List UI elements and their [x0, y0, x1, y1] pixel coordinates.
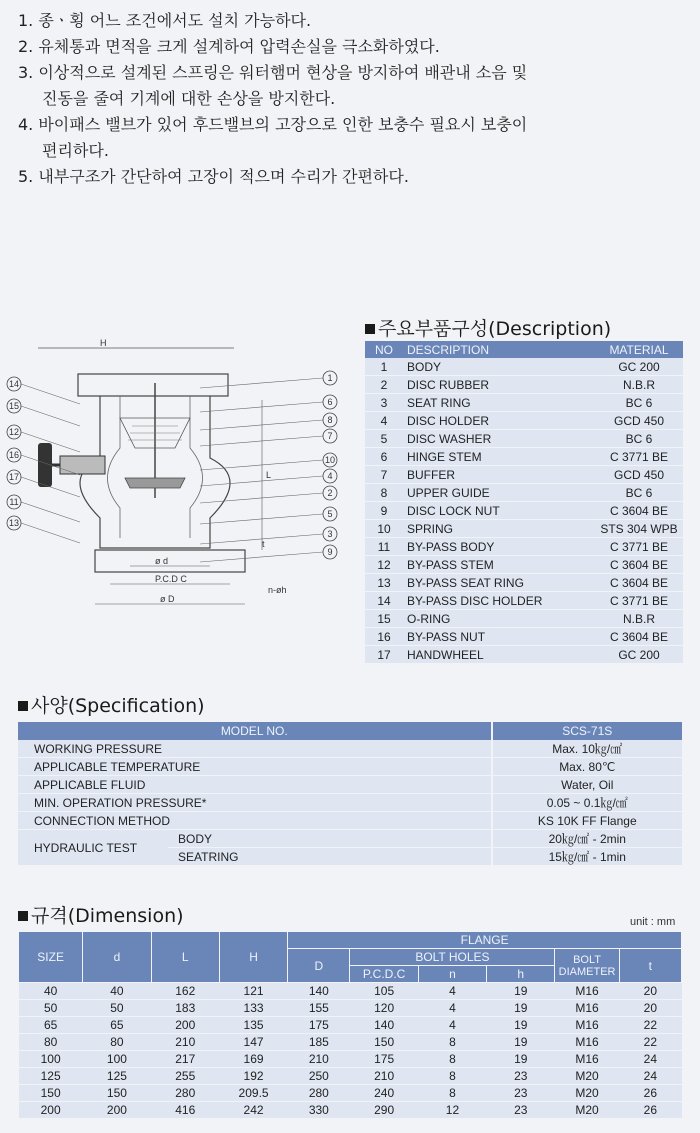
description-cell-desc: DISC WASHER [403, 430, 595, 448]
description-cell-no: 13 [365, 574, 403, 592]
dimension-cell-h: 133 [219, 1000, 287, 1017]
description-table [365, 341, 683, 664]
description-cell-desc: DISC RUBBER [403, 376, 595, 394]
description-cell-no: 3 [365, 394, 403, 412]
spec-label: WORKING PRESSURE [18, 740, 492, 758]
dimension-cell-size: 40 [19, 983, 83, 1000]
dimension-cell-l: 210 [151, 1034, 219, 1051]
dimension-cell-n: 8 [418, 1085, 486, 1102]
dimension-cell-d: 125 [83, 1068, 151, 1085]
dim-header-h: H [219, 932, 287, 983]
feature-line: 4. 바이패스 밸브가 있어 후드밸브의 고장으로 인한 보충수 필요시 보충이 [18, 115, 528, 134]
dimension-cell-bolt-diameter: M16 [555, 1000, 619, 1017]
spec-header-model: MODEL NO. [18, 722, 492, 740]
description-cell-desc: HANDWHEEL [403, 646, 595, 664]
description-row [365, 412, 683, 430]
dim-label-t: t [262, 539, 265, 549]
dimension-cell-h: 169 [219, 1051, 287, 1068]
dimension-cell-t: 22 [619, 1034, 681, 1051]
callout-number: 6 [327, 397, 333, 407]
description-cell-desc: SEAT RING [403, 394, 595, 412]
description-row [365, 394, 683, 412]
dimension-cell-pcdc: 210 [350, 1068, 418, 1085]
spec-row [18, 758, 682, 776]
dimension-cell-l: 162 [151, 983, 219, 1000]
dimension-cell-t: 24 [619, 1051, 681, 1068]
dimension-cell-t: 24 [619, 1068, 681, 1085]
callout-leader [21, 502, 80, 522]
description-cell-no: 6 [365, 448, 403, 466]
description-row [365, 358, 683, 376]
description-cell-mat: STS 304 WPB [595, 520, 683, 538]
spec-value: Max. 80℃ [492, 758, 682, 776]
specification-title: 사양(Specification) [18, 691, 205, 718]
dim-label-holes: n-øh [268, 585, 287, 595]
description-cell-desc: DISC LOCK NUT [403, 502, 595, 520]
dimension-cell-size: 100 [19, 1051, 83, 1068]
dimension-cell-h-hole: 19 [487, 1000, 555, 1017]
bullet-square-icon [18, 911, 28, 921]
spec-value: Water, Oil [492, 776, 682, 794]
dimension-cell-D: 250 [288, 1068, 350, 1085]
dimension-cell-h-hole: 23 [487, 1068, 555, 1085]
dimension-cell-D: 280 [288, 1085, 350, 1102]
callout-number: 7 [327, 431, 333, 441]
bullet-square-icon [18, 701, 28, 711]
callout-number: 14 [8, 379, 20, 389]
description-cell-mat: C 3771 BE [595, 448, 683, 466]
callout-leader [21, 523, 80, 543]
description-cell-no: 9 [365, 502, 403, 520]
dimension-cell-d: 150 [83, 1085, 151, 1102]
spec-label: APPLICABLE TEMPERATURE [18, 758, 492, 776]
description-row [365, 520, 683, 538]
spec-row [18, 812, 682, 830]
callout-leader [200, 552, 323, 562]
dimension-cell-h: 147 [219, 1034, 287, 1051]
description-row [365, 466, 683, 484]
dimension-cell-n: 12 [418, 1102, 486, 1119]
description-row [365, 574, 683, 592]
description-cell-no: 15 [365, 610, 403, 628]
dimension-row [19, 1085, 682, 1102]
spec-hydraulic-seat-value: 15㎏/㎠ - 1min [492, 848, 682, 866]
dimension-cell-t: 26 [619, 1085, 681, 1102]
description-cell-no: 16 [365, 628, 403, 646]
description-title: 주요부품구성(Description) [365, 314, 611, 341]
dim-header-n: n [418, 966, 486, 983]
callout-number: 1 [327, 373, 333, 383]
description-cell-no: 8 [365, 484, 403, 502]
description-cell-mat: C 3604 BE [595, 556, 683, 574]
dim-header-size: SIZE [19, 932, 83, 983]
description-row [365, 502, 683, 520]
dimension-cell-bolt-diameter: M16 [555, 1051, 619, 1068]
dimension-cell-size: 150 [19, 1085, 83, 1102]
description-cell-desc: BY-PASS DISC HOLDER [403, 592, 595, 610]
description-cell-desc: DISC HOLDER [403, 412, 595, 430]
spec-row [18, 776, 682, 794]
callout-number: 15 [8, 401, 20, 411]
dimension-row [19, 1017, 682, 1034]
dimension-cell-n: 4 [418, 983, 486, 1000]
callout-number: 3 [327, 529, 333, 539]
dimension-row [19, 1068, 682, 1085]
spec-label: MIN. OPERATION PRESSURE* [18, 794, 492, 812]
dimension-cell-l: 200 [151, 1017, 219, 1034]
dimension-cell-l: 255 [151, 1068, 219, 1085]
dimension-cell-pcdc: 140 [350, 1017, 418, 1034]
dimension-cell-pcdc: 240 [350, 1085, 418, 1102]
callout-leader [200, 493, 323, 503]
description-cell-mat: N.B.R [595, 610, 683, 628]
dimension-cell-d: 200 [83, 1102, 151, 1119]
dimension-cell-h-hole: 23 [487, 1085, 555, 1102]
callout-number: 11 [9, 497, 19, 507]
dimension-cell-bolt-diameter: M20 [555, 1085, 619, 1102]
callout-number: 10 [324, 455, 336, 465]
description-row [365, 628, 683, 646]
feature-list [0, 8, 700, 190]
dimension-cell-h: 121 [219, 983, 287, 1000]
spec-row [18, 740, 682, 758]
callout-number: 9 [327, 547, 333, 557]
dimension-cell-h: 209.5 [219, 1085, 287, 1102]
dimension-cell-d: 50 [83, 1000, 151, 1017]
dim-label-l: L [266, 470, 272, 480]
spec-label: CONNECTION METHOD [18, 812, 492, 830]
dim-header-flange: FLANGE [288, 932, 682, 949]
description-cell-mat: C 3771 BE [595, 538, 683, 556]
dimension-cell-h-hole: 19 [487, 983, 555, 1000]
desc-header-material: MATERIAL [595, 341, 683, 358]
dimension-cell-d: 40 [83, 983, 151, 1000]
dimension-cell-t: 20 [619, 983, 681, 1000]
dimension-cell-pcdc: 175 [350, 1051, 418, 1068]
dimension-cell-h-hole: 23 [487, 1102, 555, 1119]
dimension-cell-l: 217 [151, 1051, 219, 1068]
description-cell-no: 14 [365, 592, 403, 610]
feature-line: 5. 내부구조가 간단하여 고장이 적으며 수리가 간편하다. [18, 167, 409, 186]
description-cell-desc: UPPER GUIDE [403, 484, 595, 502]
description-cell-no: 11 [365, 538, 403, 556]
description-cell-desc: BUFFER [403, 466, 595, 484]
dimension-row [19, 1000, 682, 1017]
callout-number: 12 [8, 427, 20, 437]
dimension-cell-l: 416 [151, 1102, 219, 1119]
spec-value: 0.05 ~ 0.1㎏/㎠ [492, 794, 682, 812]
dimension-cell-h: 192 [219, 1068, 287, 1085]
spec-value: KS 10K FF Flange [492, 812, 682, 830]
dimension-cell-pcdc: 150 [350, 1034, 418, 1051]
description-row [365, 448, 683, 466]
feature-line: 1. 종ㆍ횡 어느 조건에서도 설치 가능하다. [18, 11, 312, 30]
description-cell-no: 1 [365, 358, 403, 376]
dimension-cell-n: 8 [418, 1068, 486, 1085]
callout-leader [200, 514, 323, 524]
description-cell-desc: O-RING [403, 610, 595, 628]
dimension-cell-d: 65 [83, 1017, 151, 1034]
dim-label-pcdc: P.C.D C [155, 574, 187, 584]
description-cell-mat: BC 6 [595, 484, 683, 502]
dimension-cell-pcdc: 120 [350, 1000, 418, 1017]
spec-value: Max. 10㎏/㎠ [492, 740, 682, 758]
callout-leader [200, 460, 323, 470]
description-cell-mat: C 3604 BE [595, 502, 683, 520]
description-cell-mat: GC 200 [595, 646, 683, 664]
description-cell-mat: GCD 450 [595, 412, 683, 430]
dimension-cell-D: 330 [288, 1102, 350, 1119]
dimension-cell-t: 22 [619, 1017, 681, 1034]
description-cell-mat: C 3604 BE [595, 628, 683, 646]
dim-label-h: H [100, 338, 107, 348]
description-cell-desc: BY-PASS STEM [403, 556, 595, 574]
dimension-cell-pcdc: 105 [350, 983, 418, 1000]
dimension-cell-size: 50 [19, 1000, 83, 1017]
dimension-cell-bolt-diameter: M16 [555, 1017, 619, 1034]
dimension-title: 규격(Dimension) [18, 901, 184, 928]
spec-row [18, 794, 682, 812]
dim-header-bolt-diameter: BOLT DIAMETER [555, 949, 619, 983]
dimension-cell-t: 20 [619, 1000, 681, 1017]
dim-header-h-hole: h [487, 966, 555, 983]
description-cell-mat: C 3604 BE [595, 574, 683, 592]
dimension-cell-h-hole: 19 [487, 1017, 555, 1034]
callout-number: 2 [327, 488, 333, 498]
dim-header-d: d [83, 932, 151, 983]
dimension-table [18, 931, 682, 1119]
description-row [365, 610, 683, 628]
specification-table [18, 722, 682, 866]
dimension-cell-h: 242 [219, 1102, 287, 1119]
callout-number: 17 [8, 472, 20, 482]
feature-line: 3. 이상적으로 설계된 스프링은 워터햄머 현상을 방지하여 배관내 소음 및 [18, 63, 528, 82]
description-cell-desc: BY-PASS SEAT RING [403, 574, 595, 592]
dim-label-D: ø D [160, 594, 175, 604]
dimension-row [19, 983, 682, 1000]
callout-leader [200, 420, 323, 430]
desc-header-description: DESCRIPTION [403, 341, 595, 358]
dim-header-l: L [151, 932, 219, 983]
dimension-cell-size: 125 [19, 1068, 83, 1085]
desc-header-no: NO [365, 341, 403, 358]
description-cell-no: 12 [365, 556, 403, 574]
dimension-cell-bolt-diameter: M20 [555, 1102, 619, 1119]
dimension-cell-n: 8 [418, 1034, 486, 1051]
description-cell-desc: BY-PASS NUT [403, 628, 595, 646]
dimension-cell-h-hole: 19 [487, 1051, 555, 1068]
description-cell-no: 4 [365, 412, 403, 430]
spec-hydraulic-label: HYDRAULIC TEST [18, 830, 168, 866]
spec-hydraulic-seat-label: SEATRING [168, 848, 492, 866]
callout-leader [200, 436, 323, 446]
dimension-cell-D: 185 [288, 1034, 350, 1051]
dimension-row [19, 1102, 682, 1119]
dimension-cell-n: 8 [418, 1051, 486, 1068]
description-row [365, 646, 683, 664]
dim-label-d: ø d [155, 556, 169, 566]
description-row [365, 430, 683, 448]
dimension-cell-pcdc: 290 [350, 1102, 418, 1119]
dimension-cell-h: 135 [219, 1017, 287, 1034]
dimension-cell-d: 80 [83, 1034, 151, 1051]
description-cell-mat: GCD 450 [595, 466, 683, 484]
dimension-cell-bolt-diameter: M20 [555, 1068, 619, 1085]
spec-hydraulic-body-value: 20㎏/㎠ - 2min [492, 830, 682, 848]
bullet-square-icon [365, 324, 375, 334]
dimension-row [19, 1051, 682, 1068]
dim-header-t: t [619, 949, 681, 983]
dimension-cell-bolt-diameter: M16 [555, 1034, 619, 1051]
feature-line: 진동을 줄여 기계에 대한 손상을 방지한다. [42, 89, 336, 108]
description-cell-mat: N.B.R [595, 376, 683, 394]
callout-leader [200, 402, 323, 412]
dimension-cell-n: 4 [418, 1000, 486, 1017]
description-cell-desc: BY-PASS BODY [403, 538, 595, 556]
feature-line: 2. 유체통과 면적을 크게 설계하여 압력손실을 극소화하였다. [18, 37, 440, 56]
dimension-cell-D: 140 [288, 983, 350, 1000]
dimension-cell-size: 65 [19, 1017, 83, 1034]
dimension-cell-t: 26 [619, 1102, 681, 1119]
dimension-cell-D: 210 [288, 1051, 350, 1068]
description-cell-desc: BODY [403, 358, 595, 376]
spec-hydraulic-body-label: BODY [168, 830, 492, 848]
description-cell-no: 5 [365, 430, 403, 448]
spec-header-model-number: SCS-71S [492, 722, 682, 740]
dimension-cell-l: 183 [151, 1000, 219, 1017]
unit-label: unit : mm [630, 916, 676, 928]
dimension-cell-bolt-diameter: M16 [555, 983, 619, 1000]
description-cell-desc: SPRING [403, 520, 595, 538]
dimension-cell-l: 280 [151, 1085, 219, 1102]
dimension-cell-D: 175 [288, 1017, 350, 1034]
description-cell-desc: HINGE STEM [403, 448, 595, 466]
description-row [365, 556, 683, 574]
dimension-cell-n: 4 [418, 1017, 486, 1034]
callout-number: 8 [327, 415, 333, 425]
description-row [365, 538, 683, 556]
description-row [365, 484, 683, 502]
callout-number: 13 [8, 518, 20, 528]
callout-number: 4 [327, 471, 333, 481]
description-cell-mat: GC 200 [595, 358, 683, 376]
dim-header-pcdc: P.C.D.C [350, 966, 418, 983]
callout-number: 16 [8, 450, 20, 460]
valve-diagram [0, 338, 345, 638]
dimension-cell-size: 200 [19, 1102, 83, 1119]
callout-number: 5 [327, 509, 333, 519]
description-cell-no: 7 [365, 466, 403, 484]
dim-header-bolt-holes: BOLT HOLES [350, 949, 555, 966]
description-cell-no: 17 [365, 646, 403, 664]
description-row [365, 376, 683, 394]
description-cell-mat: C 3771 BE [595, 592, 683, 610]
dimension-cell-h-hole: 19 [487, 1034, 555, 1051]
spec-label: APPLICABLE FLUID [18, 776, 492, 794]
description-cell-no: 2 [365, 376, 403, 394]
dimension-cell-D: 155 [288, 1000, 350, 1017]
callout-leader [200, 378, 323, 388]
dimension-cell-d: 100 [83, 1051, 151, 1068]
dimension-row [19, 1034, 682, 1051]
dimension-cell-size: 80 [19, 1034, 83, 1051]
description-row [365, 592, 683, 610]
callout-leader [21, 406, 80, 426]
callout-leader [21, 384, 80, 404]
description-cell-mat: BC 6 [595, 430, 683, 448]
description-cell-mat: BC 6 [595, 394, 683, 412]
description-cell-no: 10 [365, 520, 403, 538]
dim-header-D: D [288, 949, 350, 983]
callout-leader [200, 476, 323, 486]
feature-line: 편리하다. [42, 141, 109, 160]
